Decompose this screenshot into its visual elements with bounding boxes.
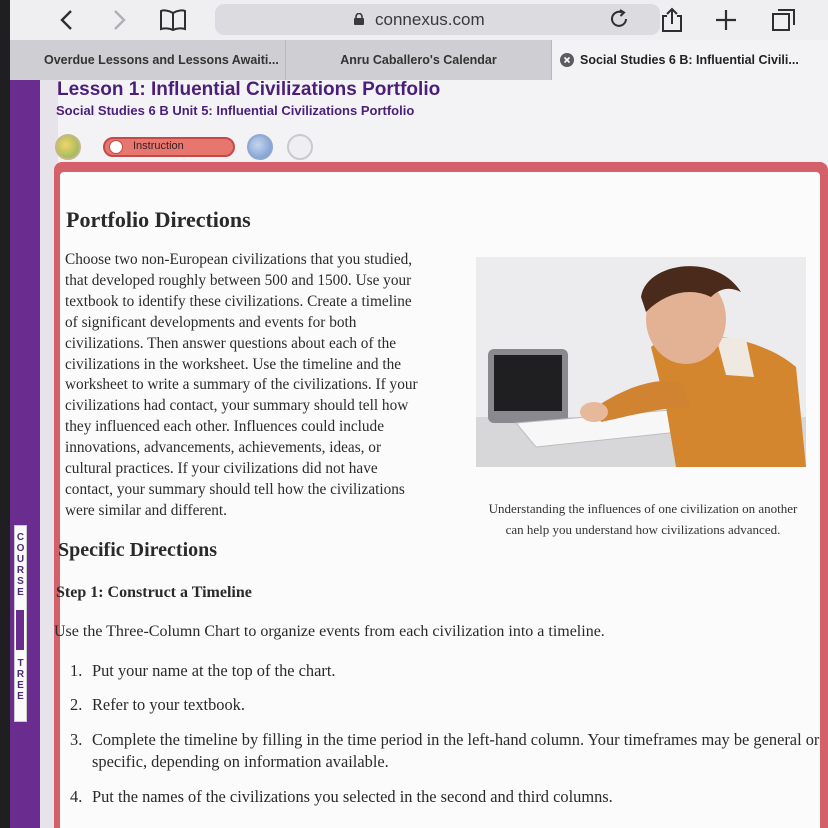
rail-letter: E bbox=[17, 680, 24, 691]
rail-letter: R bbox=[16, 669, 25, 680]
photo-caption bbox=[468, 498, 818, 540]
step1-intro: Use the Three-Column Chart to organize events from each civilization into a timeline. bbox=[54, 623, 605, 640]
tab-bar bbox=[10, 40, 828, 80]
instruction-button[interactable] bbox=[103, 137, 235, 157]
practice-icon[interactable] bbox=[247, 134, 273, 160]
rail-letter: T bbox=[17, 658, 24, 669]
list-number: 4. bbox=[70, 787, 83, 806]
rail-letter: E bbox=[17, 691, 24, 702]
back-icon[interactable] bbox=[54, 6, 78, 34]
list-text: Complete the timeline by filling in the time period in the left-hand column. Your timeframes may be general or specific, depending on information available. bbox=[92, 730, 820, 771]
overview-icon[interactable] bbox=[55, 134, 81, 160]
paragraph-line: they influenced each other. Influences could include bbox=[65, 418, 384, 436]
portfolio-paragraph bbox=[65, 250, 455, 522]
list-text: Refer to your textbook. bbox=[92, 695, 245, 714]
tab-social-studies[interactable] bbox=[552, 40, 828, 80]
rail-letter: U bbox=[16, 554, 25, 565]
tab-label: Overdue Lessons and Lessons Awaiti... bbox=[44, 53, 279, 67]
paragraph-line: of significant developments and events for both bbox=[65, 313, 357, 331]
browser-screen bbox=[10, 0, 828, 828]
course-tree-rail bbox=[10, 80, 40, 828]
rail-letter: S bbox=[17, 576, 24, 587]
lesson-nav bbox=[55, 133, 355, 163]
share-icon[interactable] bbox=[660, 6, 684, 34]
new-tab-icon[interactable] bbox=[713, 6, 739, 34]
rail-letter: E bbox=[17, 587, 24, 598]
caption-line: can help you understand how civilizations advanced. bbox=[505, 522, 781, 537]
portfolio-heading: Portfolio Directions bbox=[66, 207, 251, 232]
rail-letter: R bbox=[16, 565, 25, 576]
tabs-overview-icon[interactable] bbox=[770, 6, 798, 34]
paragraph-line: civilizations had contact, your summary should tell how bbox=[65, 397, 409, 415]
specific-directions-heading: Specific Directions bbox=[58, 539, 218, 561]
paragraph-line: contact, your summary should tell how the civilizations bbox=[65, 480, 405, 498]
list-number: 3. bbox=[70, 730, 83, 749]
paragraph-line: innovations, advancements, achievements, ideas, or bbox=[65, 439, 382, 457]
paragraph-line: worksheet to write a summary of the civilizations. If your bbox=[65, 376, 418, 394]
paragraph-line: that developed roughly between 500 and 1500. Use your bbox=[65, 271, 412, 289]
paragraph-line: were similar and different. bbox=[65, 501, 227, 519]
tab-label: Anru Caballero's Calendar bbox=[340, 53, 497, 67]
list-number: 1. bbox=[70, 661, 83, 680]
step1-heading: Step 1: Construct a Timeline bbox=[56, 584, 252, 601]
instruction-label: Instruction bbox=[133, 140, 184, 152]
rail-letter: C bbox=[16, 532, 25, 543]
list-text: Put the names of the civilizations you selected in the second and third columns. bbox=[92, 787, 613, 806]
address-bar[interactable] bbox=[215, 4, 660, 35]
paragraph-line: civilizations in the worksheet. Use the timeline and the bbox=[65, 355, 402, 373]
lock-icon bbox=[353, 13, 365, 25]
content-card bbox=[54, 172, 820, 828]
paragraph-line: textbook to identify these civilizations. Create a timeline bbox=[65, 292, 412, 310]
course-tree-toggle[interactable] bbox=[14, 525, 27, 722]
close-tab-icon[interactable] bbox=[560, 53, 574, 67]
reload-icon[interactable] bbox=[608, 8, 632, 32]
paragraph-line: civilizations. Then answer questions about each of the bbox=[65, 334, 397, 352]
paragraph-line: cultural practices. If your civilizations did not have bbox=[65, 460, 378, 478]
list-number: 2. bbox=[70, 695, 83, 714]
caption-line: Understanding the influences of one civilization on another bbox=[488, 501, 798, 516]
student-photo bbox=[476, 257, 806, 467]
forward-icon[interactable] bbox=[108, 6, 132, 34]
instruction-icon bbox=[109, 140, 123, 154]
url-text: connexus.com bbox=[375, 10, 485, 29]
rail-handle-icon bbox=[16, 610, 24, 650]
lesson-title: Lesson 1: Influential Civilizations Portfolio bbox=[57, 79, 441, 100]
bookmarks-icon[interactable] bbox=[158, 6, 188, 34]
tab-overdue-lessons[interactable] bbox=[10, 40, 286, 80]
browser-toolbar bbox=[10, 0, 828, 40]
paragraph-line: Choose two non-European civilizations that you studied, bbox=[65, 251, 413, 268]
lesson-subtitle: Social Studies 6 B Unit 5: Influential Civilizations Portfolio bbox=[56, 103, 415, 118]
assessment-icon[interactable] bbox=[287, 134, 313, 160]
tab-label: Social Studies 6 B: Influential Civili... bbox=[580, 53, 799, 67]
list-text: Put your name at the top of the chart. bbox=[92, 661, 336, 680]
rail-letter: O bbox=[16, 543, 25, 554]
tab-calendar[interactable] bbox=[286, 40, 552, 80]
